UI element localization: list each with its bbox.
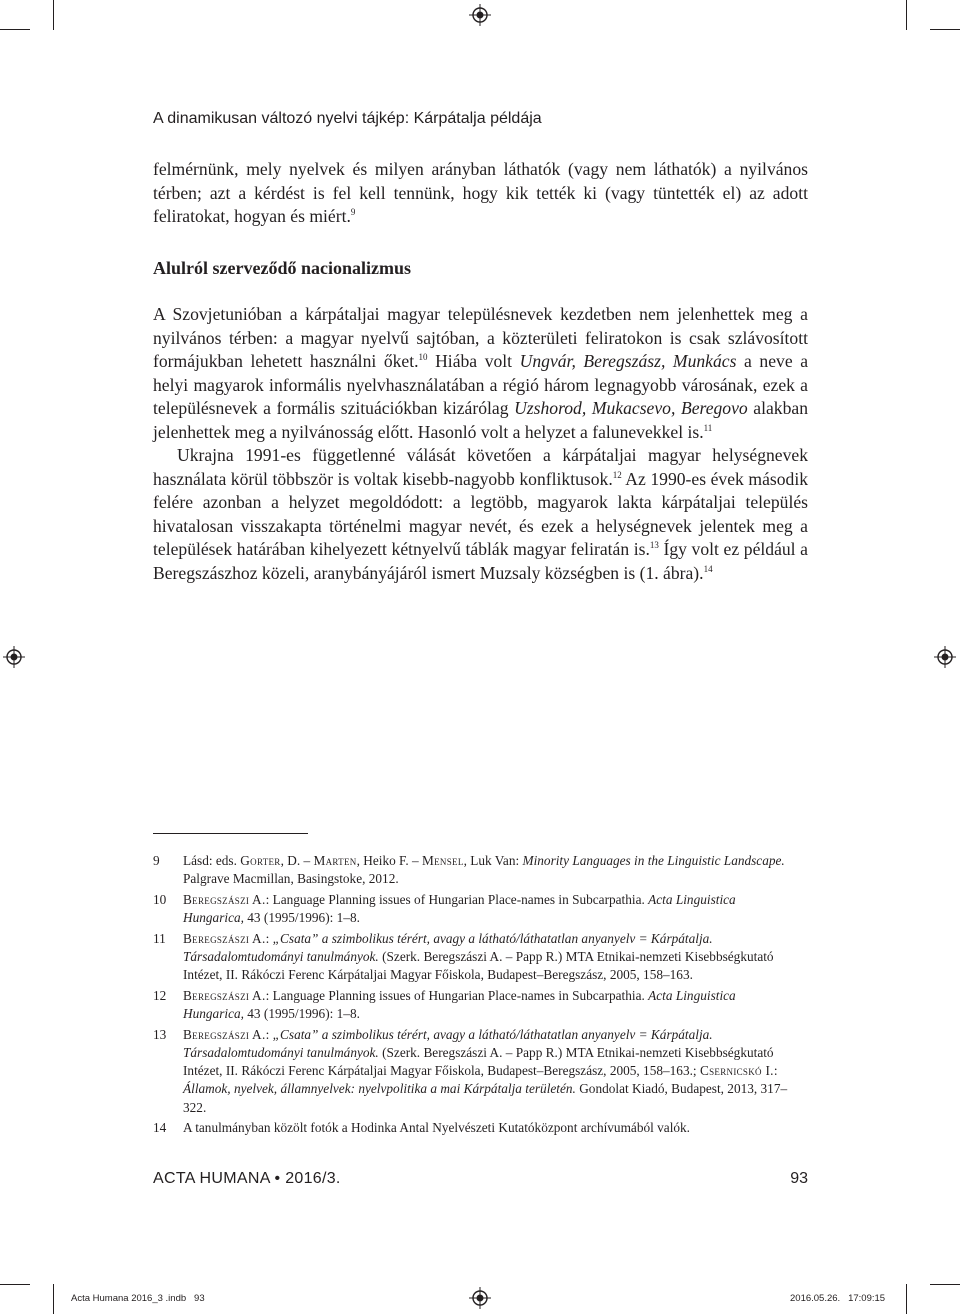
- footnote-number: 9: [153, 853, 160, 868]
- footnote-number: 10: [153, 891, 167, 907]
- text-run: Az 1990-es évek második felére azonban a helyzet megoldódott: a legtöbb, magyarok lakta kárpátaljai település hivatalosan visszakapta történelmi magyar nevét, és ezek a helységnevek jelentek meg a települések határában kihelyezett kétnyelvű táblák magyar feliratán is.: [153, 468, 809, 559]
- footnote: [153, 987, 793, 1023]
- author: Beregszászi A.: [183, 1026, 266, 1042]
- crosshair-registration-mark-icon: [469, 4, 491, 26]
- footnote: [153, 930, 793, 985]
- journal-footer: ACTA HUMANA • 2016/3.: [153, 1170, 341, 1187]
- crosshair-registration-mark-icon: [469, 1287, 491, 1309]
- crop-mark-icon: [906, 0, 907, 30]
- italic-title: Minority Languages in the Linguistic Landscape.: [522, 853, 785, 868]
- author: Csernicskó I.: [699, 1063, 774, 1079]
- text-run: : Language Planning issues of Hungarian Place-names in Subcarpathia.: [265, 891, 649, 907]
- slug-timestamp: 2016.05.26. 17:09:15: [790, 1293, 886, 1304]
- text-run: A Szovjetunióban a kárpátaljai magyar településnevek kezdetben nem jelenhettek meg a nyilvános térben: a magyar nyelvű sajtóban, a közterületi feliratokon is csak szlávosított formájukban lehetett használni őket.: [153, 304, 808, 371]
- text-run: Ukrajna 1991-es függetlenné válását követően a kárpátaljai magyar helységnevek használata körül többször is voltak kisebb-nagyobb konfliktusok.: [153, 445, 808, 489]
- crop-mark-icon: [930, 1284, 960, 1285]
- crop-mark-icon: [0, 29, 30, 30]
- footnote-text: [183, 1026, 793, 1117]
- italic-run: Ungvár, Beregszász, Munkács: [519, 351, 737, 371]
- italic-title: Államok, nyelvek, államnyelvek: nyelvpolitika a mai Kárpátalja területén.: [183, 1081, 576, 1097]
- text-run: 43 (1995/1996): 1–8.: [243, 1006, 360, 1022]
- crop-mark-icon: [930, 29, 960, 30]
- footnote-ref[interactable]: 14: [703, 563, 713, 574]
- crop-mark-icon: [53, 1284, 54, 1314]
- text-run: :: [265, 1026, 273, 1042]
- footnote-number: 14: [153, 1120, 167, 1136]
- footnote-text: [183, 852, 793, 888]
- author: Gorter: [240, 853, 281, 868]
- text-run: Lásd: eds.: [183, 853, 241, 868]
- author: Marten: [313, 853, 357, 868]
- text-run: , D. –: [280, 853, 314, 868]
- paragraph: [153, 444, 808, 585]
- italic-title: „Csata” a szimbolikus térért, avagy a látható/láthatatlan anyanyelv = Kárpátalja. Társadalomtudományi tanulmányok.: [183, 930, 713, 965]
- slug-filename: Acta Humana 2016_3 .indb 93: [71, 1293, 205, 1304]
- author: Beregszászi A.: [183, 930, 266, 946]
- italic-run: Uzshorod, Mukacsevo, Beregovo: [514, 398, 748, 418]
- main-text: [153, 303, 808, 585]
- italic-title: „Csata” a szimbolikus térért, avagy a látható/láthatatlan anyanyelv = Kárpátalja. Társadalomtudományi tanulmányok.: [183, 1026, 713, 1061]
- text-run: Gondolat Kiadó, Budapest, 2013, 317–322.: [183, 1081, 788, 1115]
- text-run: Így volt ez például a Beregszászhoz közeli, aranybányájáról ismert Muzsaly községben is (1. ábra).: [153, 539, 808, 583]
- footnote-ref[interactable]: 9: [350, 207, 356, 217]
- footnote-number: 12: [153, 987, 167, 1003]
- text-run: , Luk Van:: [463, 853, 523, 868]
- footnote-number: 13: [153, 1026, 167, 1042]
- running-head: A dinamikusan változó nyelvi tájkép: Kárpátalja példája: [153, 110, 542, 127]
- footnote: [153, 852, 793, 888]
- footnote-ref[interactable]: 12: [612, 469, 622, 480]
- text-run: :: [773, 1063, 778, 1079]
- text-run: :: [265, 930, 273, 946]
- intro-text: felmérnünk, mely nyelvek és milyen arányban láthatók (vagy nem láthatók) a nyilvános térben; azt a kérdést is fel kell tennünk, hogy kik tették ki (vagy tüntették el) az adott feliratokat, hogyan és miért.: [153, 159, 808, 226]
- footnote: [153, 1026, 793, 1117]
- footnote-ref[interactable]: 11: [703, 422, 713, 433]
- footnote-ref[interactable]: 10: [418, 352, 428, 362]
- footnote: [153, 891, 793, 927]
- footnote-text: [183, 930, 793, 985]
- author: Beregszászi A.: [183, 891, 266, 907]
- page-number: 93: [790, 1170, 808, 1187]
- footnote-divider: [153, 833, 308, 834]
- footnote-number: 11: [153, 930, 166, 946]
- footnote-text: [183, 891, 793, 927]
- text-run: 43 (1995/1996): 1–8.: [243, 910, 360, 926]
- italic-title: Acta Linguistica Hungarica,: [183, 891, 736, 926]
- text-run: Hiába volt: [427, 351, 520, 371]
- crop-mark-icon: [0, 1284, 30, 1285]
- paragraph: [153, 303, 808, 444]
- italic-title: Acta Linguistica Hungarica,: [183, 987, 736, 1022]
- section-heading: Alulról szerveződő nacionalizmus: [153, 258, 411, 278]
- footnote: [153, 1119, 793, 1137]
- crosshair-registration-mark-icon: [3, 646, 25, 668]
- author: Mensel: [422, 853, 464, 868]
- author: Beregszászi A.: [183, 987, 266, 1003]
- text-run: Palgrave Macmillan, Basingstoke, 2012.: [183, 871, 399, 887]
- crosshair-registration-mark-icon: [934, 646, 956, 668]
- text-run: alakban jelenhettek meg a nyilvánosság előtt. Hasonló volt a helyzet a falunevekkel is.: [153, 398, 808, 442]
- crop-mark-icon: [53, 0, 54, 30]
- text-run: (Szerk. Beregszászi A. – Papp R.) MTA Etnikai-nemzeti Kisebbségkutató Intézet, II. Rákóczi Ferenc Kárpátaljai Magyar Főiskola, Budapest–Beregszász, 2005, 158–163.;: [183, 1045, 774, 1079]
- text-run: , Heiko F. –: [356, 853, 423, 868]
- text-run: : Language Planning issues of Hungarian Place-names in Subcarpathia.: [265, 987, 649, 1003]
- intro-paragraph: [153, 158, 808, 229]
- footnote-text: [183, 987, 793, 1023]
- crop-mark-icon: [906, 1284, 907, 1314]
- footnote-ref[interactable]: 13: [649, 540, 659, 550]
- footnote-text: A tanulmányban közölt fotók a Hodinka Antal Nyelvészeti Kutatóközpont archívumából valók.: [183, 1120, 691, 1136]
- text-run: a neve a helyi magyarok informális nyelvhasználatában a régió három legnagyobb városának, ezek a településnevek a formális szituációkban kizárólag: [153, 351, 809, 418]
- footnotes: [153, 852, 793, 1140]
- text-run: (Szerk. Beregszászi A. – Papp R.) MTA Etnikai-nemzeti Kisebbségkutató Intézet, II. Rákóczi Ferenc Kárpátaljai Magyar Főiskola, Budapest–Beregszász, 2005, 158–163.: [183, 949, 774, 983]
